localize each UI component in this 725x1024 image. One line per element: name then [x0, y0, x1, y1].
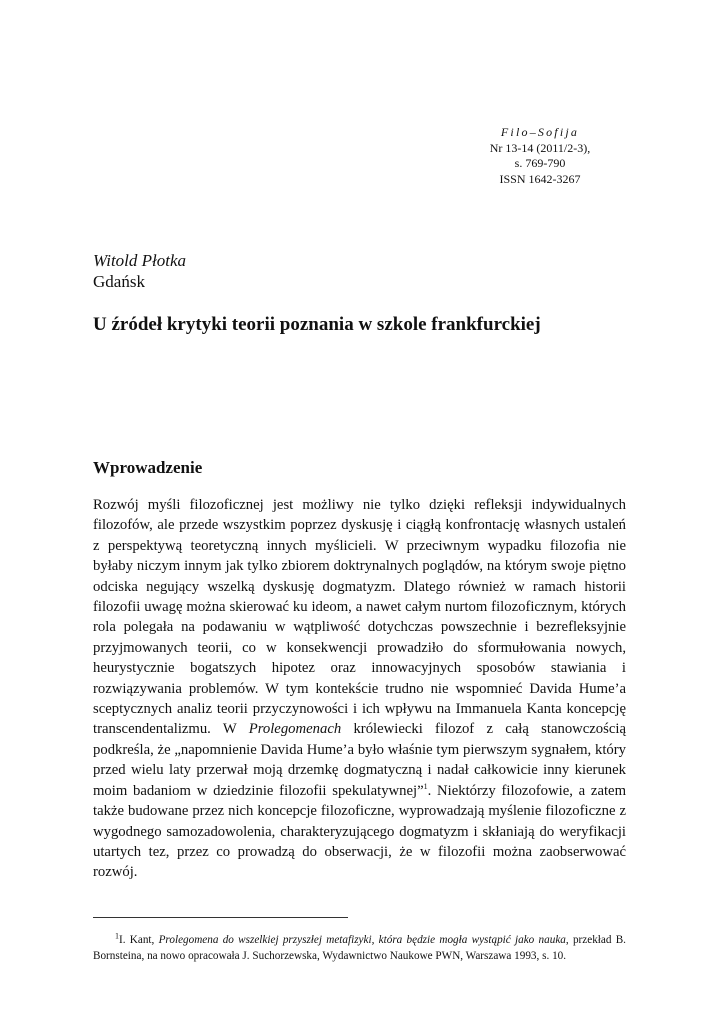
footnote-work-title: Prolegomena do wszelkiej przyszłej metafizyki, która będzie mogła wystąpić jako nauka	[158, 934, 566, 946]
footnote-author: I. Kant,	[119, 934, 159, 946]
journal-issn: ISSN 1642-3267	[499, 171, 581, 186]
journal-name: Filo–Sofija	[500, 125, 580, 139]
paper-title: U źródeł krytyki teorii poznania w szkole frankfurckiej	[93, 314, 541, 335]
author-block	[93, 250, 186, 292]
paragraph-text-part-1: Rozwój myśli filozoficznej jest możliwy nie tylko dzięki refleksji indywidualnych filozofów, ale przede wszystkim poprzez dyskusję i ciągłą konfrontację własnych ustaleń z perspektywą teoretyczną innych myślicieli. W przeciwnym wypadku filozofia nie byłaby niczym innym jak tylko zbiorem doktrynalnych poglądów, na którym swoje piętno odciska negujący wszelką dyskusję dogmatyzm. Dlatego również w ramach historii filozofii uwagę można skierować ku ideom, a nawet całym nurtom filozoficznym, których rola polegała na podawaniu w wątpliwość dotychczas powszechnie i bezrefleksyjnie przyjmowanych teorii, co w konsekwencji prowadziło do sformułowania nowych, heurystycznie bogatszych hipotez oraz innowacyjnych sposobów stawiania i rozwiązywania problemów. W tym kontekście trudno nie wspomnieć Davida Hume’a sceptycznych analiz teorii przyczynowości i ich wpływu na Immanuela Kanta koncepcję transcendentalizmu. W	[93, 497, 626, 738]
journal-issue: Nr 13-14 (2011/2-3),	[489, 140, 591, 155]
paragraph-text-part-2: królewiecki filozof z całą stanowczością podkreśla, że „napomnienie Davida Hume’a było właśnie tym pierwszym sygnałem, który przed wielu laty przerwał moją drzemkę dogmatyczną i nadał całkowicie inny kierunek moim badaniom w dziedzinie filozofii spekulatywnej”	[93, 721, 626, 799]
author-city: Gdańsk	[93, 272, 145, 291]
footnote-details: , przekład B. Bornsteina, na nowo opracowała J. Suchorzewska, Wydawnictwo Naukowe PWN, Warszawa 1993, s. 10.	[93, 934, 626, 962]
paragraph-italic-prolegomena: Prolegomenach	[248, 721, 342, 738]
footnote-divider	[93, 917, 348, 918]
footnote-number: 1	[115, 931, 119, 941]
footnote-reference[interactable]: 1	[423, 781, 428, 791]
journal-pages: s. 769-790	[514, 156, 566, 170]
author-name: Witold Płotka	[93, 251, 187, 270]
body-paragraph	[93, 495, 626, 883]
footnote	[93, 932, 626, 964]
journal-info	[460, 125, 620, 187]
paragraph-text-part-3: . Niektórzy filozofowie, a zatem także budowane przez nich koncepcje filozoficzne, wyprowadzają myślenie filozoficzne z wygodnego samozadowolenia, charakteryzującego dogmatyzm i skłaniają do weryfikacji utartych tez, przez co prowadzą do obserwacji, że w filozofii można zaobserwować rozwój.	[93, 782, 626, 881]
section-heading: Wprowadzenie	[93, 458, 203, 477]
